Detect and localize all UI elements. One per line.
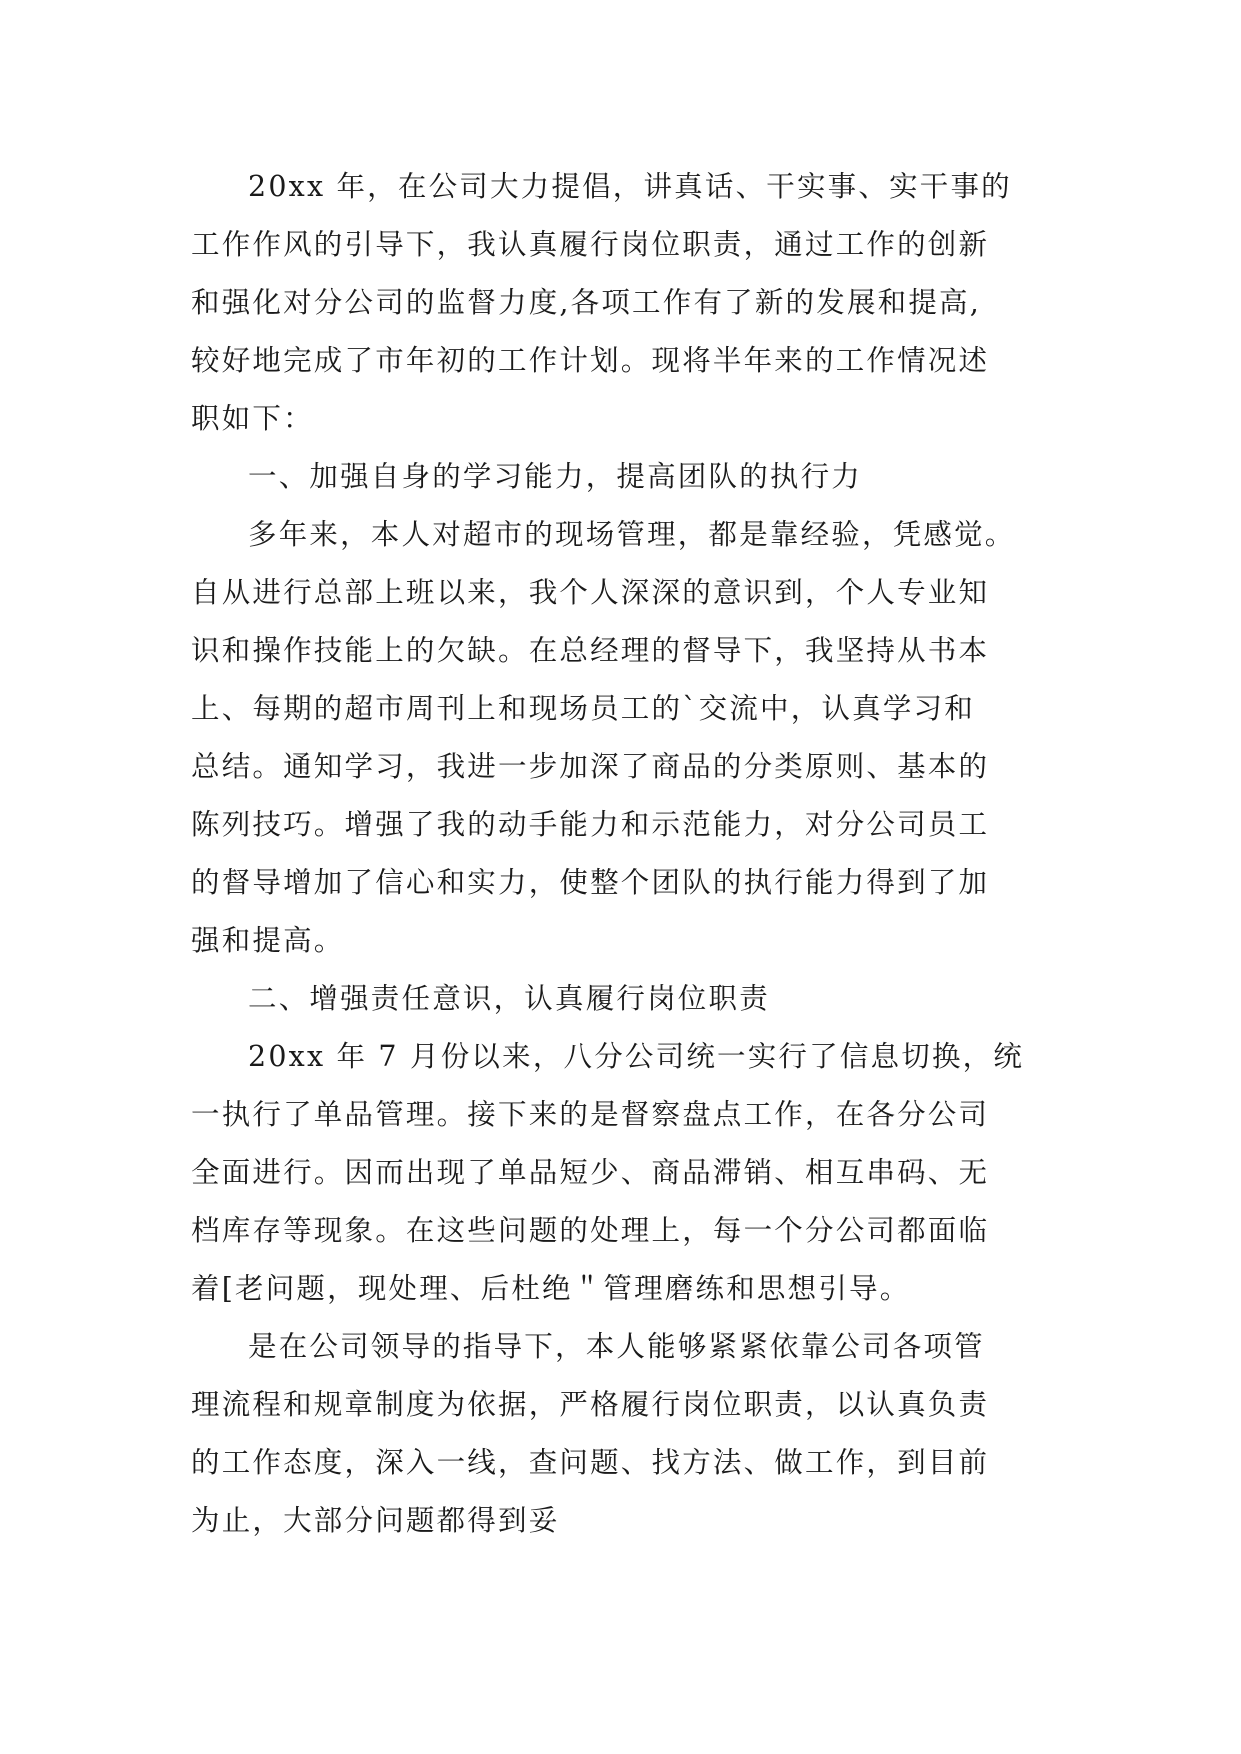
text-line: 为止，大部分问题都得到妥 [191,1504,560,1537]
text-line: 总结。通知学习，我进一步加深了商品的分类原则、基本的 [191,750,990,783]
text-line: 20xx 年 7 月份以来，八分公司统一实行了信息切换，统 [248,1040,1025,1073]
section-heading: 一、加强自身的学习能力，提高团队的执行力 [248,460,863,493]
text-line: 的督导增加了信心和实力，使整个团队的执行能力得到了加 [191,866,990,899]
text-line: 是在公司领导的指导下，本人能够紧紧依靠公司各项管 [248,1330,985,1363]
text-line: 识和操作技能上的欠缺。在总经理的督导下，我坚持从书本 [191,634,990,667]
text-line: 全面进行。因而出现了单品短少、商品滞销、相互串码、无 [191,1156,990,1189]
text-line: 和强化对分公司的监督力度,各项工作有了新的发展和提高, [191,286,982,319]
section-heading: 二、增强责任意识，认真履行岗位职责 [248,982,770,1015]
text-line: 档库存等现象。在这些问题的处理上，每一个分公司都面临 [191,1214,990,1247]
document-body [191,158,1081,1550]
text-line: 着[老问题，现处理、后杜绝＂管理磨练和思想引导。 [191,1272,911,1305]
text-line: 上、每期的超市周刊上和现场员工的`交流中，认真学习和 [191,692,975,725]
text-line: 强和提高。 [191,924,345,957]
text-line: 20xx 年，在公司大力提倡，讲真话、干实事、实干事的 [248,170,1012,203]
text-line: 自从进行总部上班以来，我个人深深的意识到，个人专业知 [191,576,990,609]
text-line: 的工作态度，深入一线，查问题、找方法、做工作，到目前 [191,1446,990,1479]
text-line: 理流程和规章制度为依据，严格履行岗位职责，以认真负责 [191,1388,990,1421]
text-line: 职如下： [191,402,314,435]
text-line: 陈列技巧。增强了我的动手能力和示范能力，对分公司员工 [191,808,990,841]
text-line: 工作作风的引导下，我认真履行岗位职责，通过工作的创新 [191,228,990,261]
text-line: 一执行了单品管理。接下来的是督察盘点工作，在各分公司 [191,1098,990,1131]
text-line: 较好地完成了市年初的工作计划。现将半年来的工作情况述 [191,344,990,377]
text-line: 多年来，本人对超市的现场管理，都是靠经验，凭感觉。 [248,518,1016,551]
